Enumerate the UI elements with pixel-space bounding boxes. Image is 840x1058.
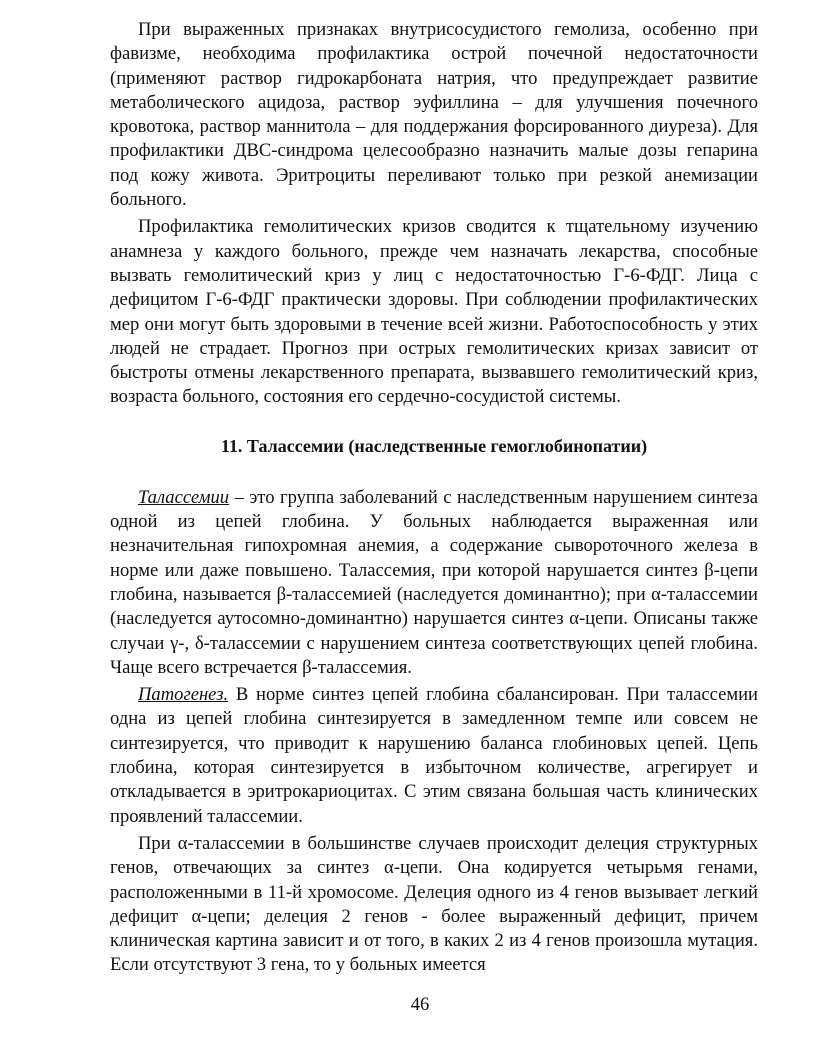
- section-heading: 11. Талассемии (наследственные гемоглобинопатии): [220, 435, 648, 456]
- term-thalassemia: Талассемии: [138, 486, 230, 508]
- paragraph-thalassemia-definition: [110, 486, 758, 680]
- paragraph-alpha-thalassemia: При α-талассемии в большинстве случаев происходит делеция структурных генов, отвечающих за синтез α-цепи. Она кодируется четырьмя генами, расположенными в 11-й хромосоме. Делеция одного из 4 генов вызывает легкий дефицит α-цепи; делеция 2 генов - более выраженный дефицит, причем клиническая картина зависит и от того, в каких 2 из 4 генов произошла мутация. Если отсутствуют 3 гена, то у больных имеется: [110, 832, 758, 976]
- paragraph-crisis-prophylaxis: Профилактика гемолитических кризов сводится к тщательному изучению анамнеза у каждого больного, прежде чем назначать лекарства, способные вызвать гемолитический криз у лиц с недостаточностью Г-6-ФДГ. Лица с дефицитом Г-6-ФДГ практически здоровы. При соблюдении профилактических мер они могут быть здоровыми в течение всей жизни. Работоспособность у этих людей не страдает. Прогноз при острых гемолитических кризах зависит от быстроты отмены лекарственного препарата, вызвавшего гемолитический криз, возраста больного, состояния его сердечно-сосудистой системы.: [110, 216, 758, 408]
- paragraph-pathogenesis-text: В норме синтез цепей глобина сбалансирован. При талассемии одна из цепей глобина синтезируется в замедленном темпе или совсем не синтезируется, что приводит к нарушению баланса глобиновых цепей. Цепь глобина, которая синтезируется в избыточном количестве, агрегирует и откладывается в эритрокариоцитах. С этим связана большая часть клинических проявлений талассемии.: [110, 684, 758, 827]
- page-number: 46: [410, 994, 430, 1015]
- paragraph-pathogenesis: [110, 683, 758, 829]
- page-body: [110, 18, 758, 978]
- paragraph-thalassemia-text: – это группа заболеваний с наследственным нарушением синтеза одной из цепей глобина. У больных наблюдается выраженная или незначительная гипохромная анемия, а содержание сывороточного железа в норме или даже повышено. Талассемия, при которой нарушается синтез β-цепи глобина, называется β-талассемией (наследуется доминантно); при α-талассемии (наследуется аутосомно-доминантно) нарушается синтез α-цепи. Описаны также случаи γ-, δ-талассемии с нарушением синтеза соответствующих цепей глобина. Чаще всего встречается β-талассемия.: [110, 486, 758, 678]
- term-pathogenesis: Патогенез.: [138, 684, 229, 706]
- paragraph-hemolysis-prophylaxis: При выраженных признаках внутрисосудистого гемолиза, особенно при фавизме, необходима профилактика острой почечной недостаточности (применяют раствор гидрокарбоната натрия, что предупреждает развитие метаболического ацидоза, раствор эуфиллина – для улучшения почечного кровотока, раствор маннитола – для поддержания форсированного диуреза). Для профилактики ДВС-синдрома целесообразно назначить малые дозы гепарина под кожу живота. Эритроциты переливают только при резкой анемизации больного.: [110, 19, 758, 211]
